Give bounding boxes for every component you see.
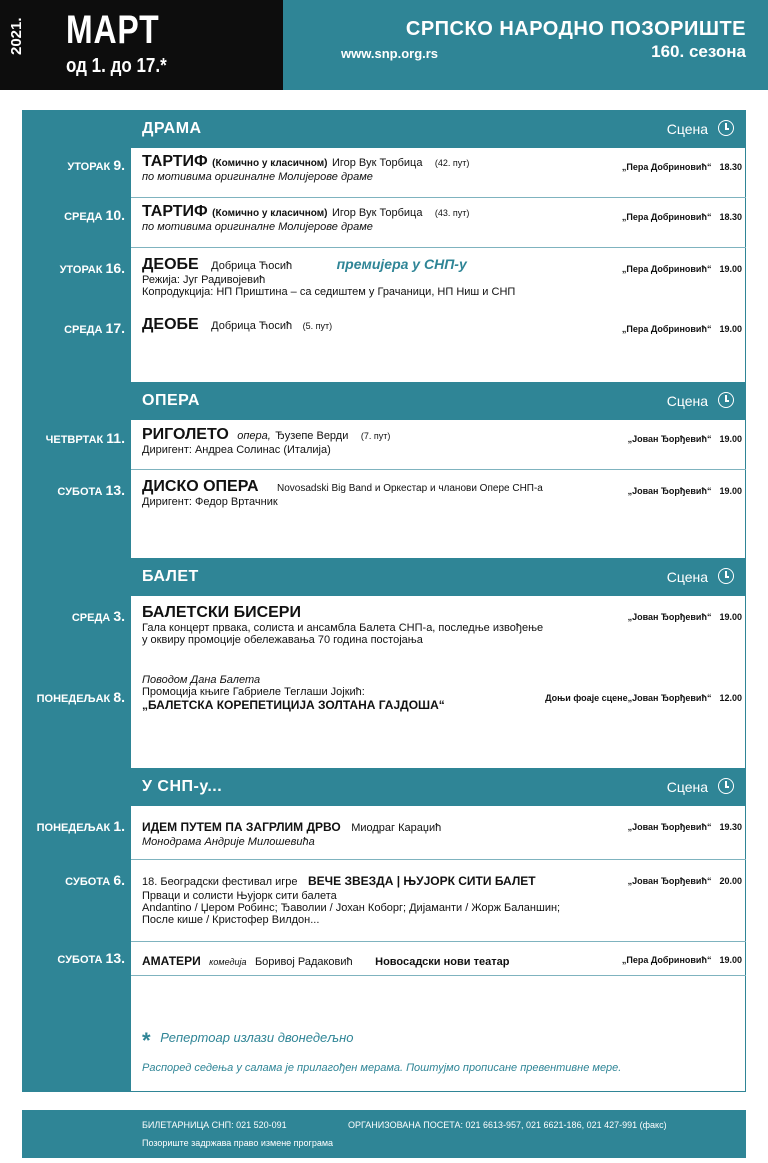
event-title: ИДЕМ ПУТЕМ ПА ЗАГРЛИМ ДРВО [142,820,341,834]
event-venue: „Пера Добриновић“ 19.00 [621,324,742,334]
disclaimer: Позориште задржава право измене програма [142,1138,334,1148]
event-content: БАЛЕТСКИ БИСЕРИ Гала концерт првака, солиста и ансамбла Балета СНП-а, последње извођење у оквиру промоције обележавања 70 година постојања [142,604,746,646]
event-title: БАЛЕТСКИ БИСЕРИ [142,604,301,621]
section-title: У СНП-у... [142,778,223,795]
event-title: АМАТЕРИ [142,954,201,968]
event-day: ЧЕТВРТАК 11. [45,430,125,446]
event-venue: „Јован Ђорђевић“ 19.30 [627,822,742,832]
event-content: ДЕОБЕ Добрица Ћосић (5. пут) [142,316,333,333]
event-venue: „Пера Добриновић“ 18.30 [621,162,742,172]
organized-visits: ОРГАНИЗОВАНА ПОСЕТА: 021 6613-957, 021 6621-186, 021 427-991 (факс) [348,1120,667,1130]
event-title: ТАРТИФ [142,203,208,220]
event-venue: „Пера Добриновић“ 19.00 [621,264,742,274]
event-venue: „Јован Ђорђевић“ 19.00 [627,434,742,444]
scena-label: Сцена [666,779,708,795]
section-title: БАЛЕТ [142,568,199,585]
event-day: СРЕДА 3. [71,608,125,624]
scena-label: Сцена [666,121,708,137]
scena-label: Сцена [666,393,708,409]
event-day: СРЕДА 10. [64,207,125,223]
event-title: РИГОЛЕТО [142,426,229,443]
section-bar-drama [22,110,746,148]
event-title: ТАРТИФ [142,153,208,170]
month-title: МАРТ [66,8,160,52]
event-content: ДЕОБЕ Добрица Ћосић премијера у СНП-у Режија: Југ Радивојевић Копродукција: НП Приштина – са седиштем у Грачаници, НП Ниш и СНП [142,256,516,298]
website-link[interactable]: www.snp.org.rs [341,46,439,61]
event-day: ПОНЕДЕЉАК 8. [36,689,125,705]
repertoire-note: * Репертоар излази двонедељно [142,1028,354,1053]
clock-icon [718,392,734,408]
event-day: СРЕДА 17. [64,320,125,336]
event-content: ИДЕМ ПУТЕМ ПА ЗАГРЛИМ ДРВО Миодраг Караџић Монодрама Андрије Милошевића [142,820,442,848]
event-day: СУБОТА 13. [57,482,125,498]
event-venue: „Пера Добриновић“ 18.30 [621,212,742,222]
event-venue: „Јован Ђорђевић“ 19.00 [627,612,742,622]
footer [22,1110,746,1158]
event-day: УТОРАК 16. [59,260,125,276]
event-row [22,148,746,198]
section-bar-opera [22,382,746,420]
event-day: СУБОТА 13. [57,950,125,966]
season: 160. сезона [651,42,746,61]
event-content: Поводом Дана Балета Промоција књиге Габриеле Теглаши Јојкић: „БАЛЕТСКА КОРЕПЕТИЦИЈА ЗОЛТАНА ГАЈДОША“ [142,674,746,712]
event-content: 18. Београдски фестивал игре ВЕЧЕ ЗВЕЗДА | ЊУЈОРК СИТИ БАЛЕТ Прваци и солисти Њујорк сити балета Andantino / Џером Робинс; Ђаволии / Јохан Коборг; Дијаманти / Жорж Баланшин; После кише / Кристофер Вилдон... [142,874,561,926]
event-venue: „Јован Ђорђевић“ 19.00 [627,486,742,496]
event-venue: Доњи фоаје сцене„Јован Ђорђевић“ 12.00 [545,693,742,703]
header-theatre-block [283,0,768,90]
clock-icon [718,568,734,584]
event-content: ТАРТИФ (Комично у класичном) Игор Вук Торбица (42. пут) по мотивима оригиналне Молијерове драме [142,153,470,183]
event-day: УТОРАК 9. [67,157,125,173]
date-range: од 1. до 17.* [66,55,167,77]
event-content: ТАРТИФ (Комично у класичном) Игор Вук Торбица (43. пут) по мотивима оригиналне Молијерове драме [142,203,470,233]
event-row [22,668,746,728]
header-date-block [0,0,283,90]
event-title: ДЕОБЕ [142,256,199,273]
event-row [22,310,746,350]
event-row [22,420,746,470]
event-row [22,470,746,520]
event-row [22,860,746,942]
section-bar-snp [22,768,746,806]
event-row [22,596,746,666]
event-content: ДИСКО ОПЕРА Novosadski Big Band и Оркестар и чланови Опере СНП-а Диригент: Федор Вртачник [142,478,543,508]
clock-icon [718,120,734,136]
year: 2021. [8,17,25,55]
event-title: ВЕЧЕ ЗВЕЗДА | ЊУЈОРК СИТИ БАЛЕТ [308,874,536,888]
theatre-name: СРПСКО НАРОДНО ПОЗОРИШТЕ [405,18,746,40]
event-venue: „Јован Ђорђевић“ 20.00 [627,876,742,886]
scena-label: Сцена [666,569,708,585]
event-title: ДЕОБЕ [142,316,199,333]
event-content: РИГОЛЕТО опера, Ђузепе Верди (7. пут) Диригент: Андреа Солинас (Италија) [142,426,391,456]
event-row [22,198,746,248]
event-content: АМАТЕРИ комедија Боривој Радаковић Новосадски нови театар [142,954,510,968]
premiere-label: премијера у СНП-у [336,256,467,272]
seating-note: Распоред седења у салама је прилагођен мерама. Поштујмо прописане превентивне мере. [142,1062,622,1074]
event-day: ПОНЕДЕЉАК 1. [36,818,125,834]
section-title: ОПЕРА [142,392,200,409]
clock-icon [718,778,734,794]
section-bar-ballet [22,558,746,596]
event-title: „БАЛЕТСКА КОРЕПЕТИЦИЈА ЗОЛТАНА ГАЈДОША“ [142,698,445,712]
event-row [22,806,746,860]
event-row [22,248,746,308]
event-venue: „Пера Добриновић“ 19.00 [621,955,742,965]
header [0,0,768,90]
box-office: БИЛЕТАРНИЦА СНП: 021 520-091 [142,1120,287,1130]
section-title: ДРАМА [142,120,202,137]
event-title: ДИСКО ОПЕРА [142,478,259,495]
event-row [22,942,746,976]
event-day: СУБОТА 6. [65,872,125,888]
